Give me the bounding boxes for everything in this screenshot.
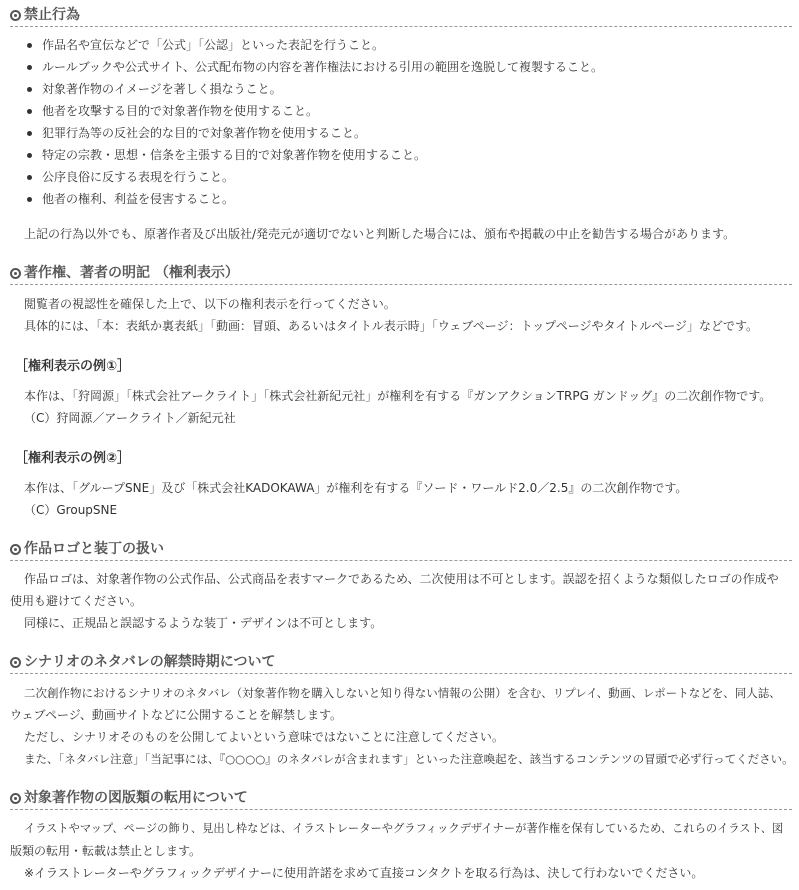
example-1-title: ［権利表示の例①］	[15, 359, 131, 374]
section-heading-copyright	[10, 262, 792, 285]
paragraph: イラストやマップ、ページの飾り、見出し枠などは、イラストレーターやグラフィックデザイナーが著作権を保有しているため、これらのイラスト、図	[24, 822, 784, 835]
section-title: 著作権、著者の明記 （権利表示）	[24, 265, 239, 281]
circle-bullet-icon	[10, 657, 21, 668]
example-2-credit: （C）GroupSNE	[24, 503, 118, 517]
paragraph: ウェブページ、動画サイトなどに公開することを解禁します。	[10, 708, 343, 722]
paragraph: 同様に、正規品と誤認するような装丁・デザインは不可とします。	[24, 616, 383, 630]
section-heading-prohibited	[10, 4, 792, 27]
paragraph: 使用も避けてください。	[10, 594, 143, 608]
circle-bullet-icon	[10, 10, 21, 21]
example-1-text: 本作は、「狩岡源」「株式会社アークライト」「株式会社新紀元社」が権利を有する『ガンアクションTRPG ガンドッグ』の二次創作物です。	[24, 389, 772, 403]
section-heading-logo	[10, 538, 792, 561]
example-1-credit: （C）狩岡源／アークライト／新紀元社	[24, 411, 236, 425]
paragraph: 作品ロゴは、対象著作物の公式作品、公式商品を表すマークであるため、二次使用は不可とします。誤認を招くような類似したロゴの作成や	[24, 572, 779, 586]
circle-bullet-icon	[10, 544, 21, 555]
list-item: 他者を攻撃する目的で対象著作物を使用すること。	[24, 100, 603, 122]
paragraph: 閲覧者の視認性を確保した上で、以下の権利表示を行ってください。	[24, 297, 396, 311]
section-title: 作品ロゴと装丁の扱い	[24, 541, 164, 557]
paragraph: また、「ネタバレ注意」「当記事には、『○○○○』のネタバレが含まれます」といった注意喚起を、該当するコンテンツの冒頭で必ず行ってください。	[24, 752, 794, 766]
list-item: 作品名や宣伝などで「公式」「公認」といった表記を行うこと。	[24, 34, 603, 56]
prohibited-list	[24, 34, 603, 210]
list-item: 犯罪行為等の反社会的な目的で対象著作物を使用すること。	[24, 122, 603, 144]
example-2-title: ［権利表示の例②］	[15, 451, 131, 466]
circle-bullet-icon	[10, 268, 21, 279]
circle-bullet-icon	[10, 793, 21, 804]
paragraph: 版類の転用・転載は禁止とします。	[10, 844, 202, 858]
paragraph: ただし、シナリオそのものを公開してよいという意味ではないことに注意してください。	[24, 730, 504, 744]
paragraph: 具体的には、「本：表紙か裏表紙」「動画：冒頭、あるいはタイトル表示時」「ウェブページ：トップページやタイトルページ」などです。	[24, 319, 759, 333]
section-title: 禁止行為	[24, 7, 80, 23]
section-title: 対象著作物の図版類の転用について	[24, 790, 248, 806]
section-title: シナリオのネタバレの解禁時期について	[24, 654, 276, 670]
section-heading-spoiler	[10, 651, 792, 674]
prohibited-note: 上記の行為以外でも、原著作者及び出版社/発売元が適切でないと判断した場合には、頒布や掲載の中止を勧告する場合があります。	[24, 227, 736, 241]
section-heading-illustrations	[10, 787, 792, 810]
list-item: ルールブックや公式サイト、公式配布物の内容を著作権法における引用の範囲を逸脱して複製すること。	[24, 56, 603, 78]
example-2-text: 本作は、「グループSNE」及び「株式会社KADOKAWA」が権利を有する『ソード・ワールド2.0／2.5』の二次創作物です。	[24, 481, 688, 495]
list-item: 対象著作物のイメージを著しく損なうこと。	[24, 78, 603, 100]
list-item: 他者の権利、利益を侵害すること。	[24, 188, 603, 210]
paragraph: 二次創作物におけるシナリオのネタバレ（対象著作物を購入しないと知り得ない情報の公開）を含む、リプレイ、動画、レポートなどを、同人誌、	[24, 686, 781, 700]
list-item: 公序良俗に反する表現を行うこと。	[24, 166, 603, 188]
paragraph: ※イラストレーターやグラフィックデザイナーに使用許諾を求めて直接コンタクトを取る行為は、決して行わないでください。	[24, 866, 704, 880]
list-item: 特定の宗教・思想・信条を主張する目的で対象著作物を使用すること。	[24, 144, 603, 166]
